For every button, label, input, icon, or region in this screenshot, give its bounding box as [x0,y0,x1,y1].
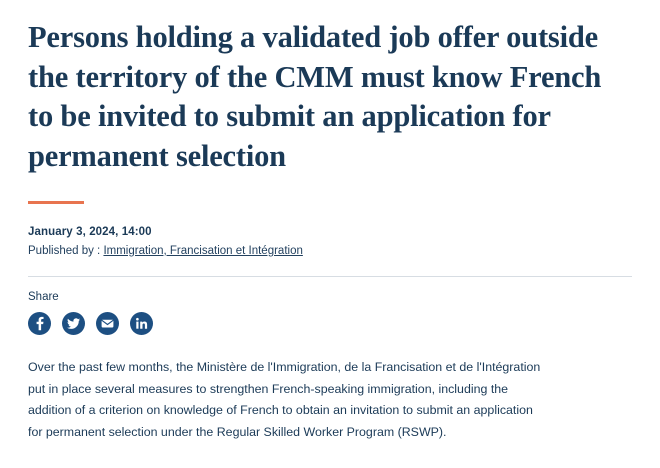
linkedin-icon[interactable] [130,312,153,335]
article-meta [28,224,632,261]
accent-rule [28,201,84,204]
body-paragraph: Over the past few months, the Ministère de l'Immigration, de la Francisation et de l'Intégration put in place several measures to strengthen French-speaking immigration, including the addition of a criterion on knowledge of French to obtain an invitation to submit an application for permanent selection under the Regular Skilled Worker Program (RSWP). [28,360,541,440]
page-title: Persons holding a validated job offer outside the territory of the CMM must know French to be invited to submit an application for permanent selection [28,20,602,173]
share-buttons [28,312,632,335]
share-label: Share [28,291,59,304]
article-body [28,357,548,444]
facebook-icon[interactable] [28,312,51,335]
twitter-icon[interactable] [62,312,85,335]
meta-divider [28,276,632,277]
published-by-label: Published by : [28,244,104,257]
publisher-line [28,243,632,260]
email-icon[interactable] [96,312,119,335]
publisher-link[interactable]: Immigration, Francisation et Intégration [103,244,303,257]
publish-date: January 3, 2024, 14:00 [28,225,152,238]
